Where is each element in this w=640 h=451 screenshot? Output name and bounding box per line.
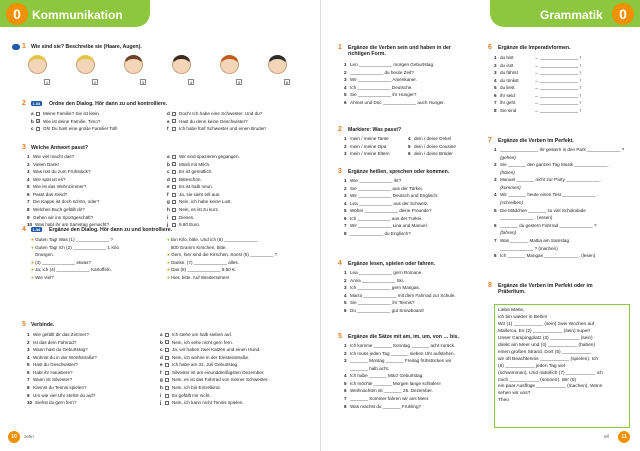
speech-icon bbox=[12, 44, 20, 50]
answer-box[interactable] bbox=[172, 216, 176, 220]
ex5-instruction: Verbinde. bbox=[31, 322, 55, 328]
g7-list: 1 _______________ ihr gestern in den Park _____________ ? (gehen) 2 Sie _______ den ganzen Tag Musik _____________ . (hören) 3 Manuel _______ nicht zur Party _____________ . (kommen) 4 Wir _______ heute einen Test _____________ . (schreiben) 5 Die Mädchen _______ zu viel Schokolade _____________ . (essen) 6 _______ du gestern Fahrrad _____________ ? (fahren) 7 Was _______ Mattia am Samstag _____________ ? (machen) 8 Ich _______ Mangas _____________ . (lesen) bbox=[494, 146, 625, 259]
answer-box[interactable] bbox=[165, 386, 169, 390]
g4-number: 4 bbox=[338, 260, 342, 267]
answer-box[interactable] bbox=[36, 112, 40, 116]
g8-instruction: Ergänze die Verben im Perfekt oder im Präteritum. bbox=[498, 283, 593, 296]
ex5-number: 5 bbox=[22, 321, 26, 328]
answer-box[interactable] bbox=[172, 185, 176, 189]
g2-left: 1 mein / meine Tante 2 mein / meine Opa 3 mein / meine Eltern bbox=[344, 135, 390, 157]
ex4-right-dialog: ● Ein Kilo, bitte. Und ich (5) _____________ 500 Gramm Kirschen, bitte. ● Gern, hier sind die Kirschen. Sonst (6) _________ ? ● Danke, (7) _____________ alles. ● Das (8) _____________ 8,50 €. ● Hier, bitte. Auf Wiedersehen! bbox=[167, 236, 278, 280]
ex2-number: 2 bbox=[22, 100, 26, 107]
person-6-face-icon bbox=[268, 55, 287, 74]
person-2-face-icon bbox=[76, 55, 95, 74]
page-gutter bbox=[320, 0, 321, 451]
g6-number: 6 bbox=[488, 44, 492, 51]
ex5-questions: 1 Wie gefällt dir das Zimmer? 2 Ist das dein Fahrrad? 3 Wann hast du Geburtstag? 4 Wohnst du in der Wörthstraße? 5 Hast du Geschwister? 6 Habt ihr Haustiere? 7 Wann ist Silvester? 8 Kannst du Tennis spielen? 9 Um wie viel Uhr stehst du auf? 10 Siehst du gern fern? bbox=[27, 331, 97, 406]
ex3-answers: a Wir sind spazieren gegangen. b Müsli mit Milch. c Es ist gemütlich. d Bitteschön. e Es ist halb neun. f Ja, sie sieht toll aus. g Nein, ich habe keine Lust. h Nein, es ist zu kurz. i Dieses. j 9,80 Euro. bbox=[167, 153, 240, 228]
right-unit-badge: 0 bbox=[612, 3, 634, 25]
g8-number: 8 bbox=[488, 282, 492, 289]
face-number: 2 bbox=[93, 80, 97, 85]
ex2-right-list: d Doch! Ich habe eine Schwester. Und du? e Hast du denn keine Geschwister? f Ich habe fünf Schwester und einen Bruder! bbox=[167, 110, 267, 132]
answer-box[interactable] bbox=[172, 155, 176, 159]
cd-track: 1.04 bbox=[32, 227, 41, 232]
g8-letter-box: Liebe Marie, ich bin wieder in Berlin! Wir (1) ___________ (sein) zwei Wochen auf Mallorca. Es (2) ___________ (sein) super! Unser Campingplatz (3) ___________ (sein) direkt am Meer und (4) ___________ (haben) einen großen Strand. Dort (5) ___________ wir oft Beachtennis ___________ (spielen). Ich (6) ___________ jeden Tag viel (schwimmen). Und natürlich (7) ___________ ich mich ___________ (sonnen). Wir (8) ein paar Ausflüge ___________ (machen). Wann sehen wir uns? Theo bbox=[494, 304, 630, 428]
left-page-title: Kommunikation bbox=[32, 8, 123, 22]
person-3-face-icon bbox=[124, 55, 143, 74]
g6-instruction: Ergänze die Imperativformen. bbox=[498, 45, 571, 51]
answer-box[interactable] bbox=[172, 162, 176, 166]
g5-instruction: Ergänze die Sätze mit am, im, um, von … bis. bbox=[348, 334, 459, 340]
ex1-instruction: Wie sind sie? Beschreibe sie (Haare, Augen). bbox=[31, 44, 142, 50]
answer-box[interactable] bbox=[165, 348, 169, 352]
g7-instruction: Ergänze die Verben im Perfekt. bbox=[498, 138, 574, 144]
answer-box[interactable] bbox=[172, 112, 176, 116]
ex2-instruction: Ordne den Dialog. Hör dann zu und kontrolliere. bbox=[49, 101, 168, 107]
answer-box[interactable] bbox=[165, 356, 169, 360]
g2-right: 4 dein / deine Onkel 5 dein / deine Cousine 6 dein / deine Brüder bbox=[408, 135, 456, 157]
audio-track-badge bbox=[31, 101, 42, 107]
audio-track-badge bbox=[31, 227, 42, 233]
answer-box[interactable] bbox=[172, 208, 176, 212]
cd-track: 1.03 bbox=[32, 101, 41, 106]
g2-instruction: Markiere: Was passt? bbox=[348, 127, 402, 133]
g5-number: 5 bbox=[338, 333, 342, 340]
right-page-number: 11 bbox=[618, 431, 630, 443]
person-4-face-icon bbox=[172, 55, 191, 74]
ex3-questions: 1 Wie viel macht das? 2 Vielen Dank! 3 Was isst du zum Frühstück? 4 Wie spät ist es? 5 Wie ist das Wohnzimmer? 6 Passt das Kleid? 7 Die Kappe ist doch schön, oder? 8 Welches Buch gefällt dir? 9 Gehen wir ins Sportgeschäft? 10 Was habt ihr am Samstag gemacht? bbox=[27, 153, 110, 228]
answer-box[interactable] bbox=[165, 340, 169, 344]
g4-list: 1 Lea _____________ gern Romane. 2 Anna _____________ Ski. 3 Ich _____________ gern Mangas. 4 Marra _____________ mit dem Fahrrad zur Schule. 5 Sie _____________ ihr Tennis? 6 Du _____________ gut Snowboard! bbox=[344, 269, 456, 313]
g3-number: 3 bbox=[338, 168, 342, 175]
g6-list: 1 du bist → _______________ ! 2 du isst → _______________ ! 3 du fährst → _______________ ! 4 du trinkst → _______________ ! 5 du liest → _______________ ! 6 ihr seid → _______________ ! 7 ihr geht → _______________ ! 8 Sie sind → _______________ ! bbox=[494, 54, 581, 114]
ex2-left-list: a Meine Familie? Sie ist klein. b 1 Wie ist deine Familie, Timo? c Oh! Du hast eine große Familie! Toll! bbox=[31, 110, 118, 132]
g3-instruction: Ergänze heißen, sprechen oder kommen. bbox=[348, 169, 450, 175]
answer-box[interactable] bbox=[172, 170, 176, 174]
right-page-word: elf bbox=[604, 434, 609, 439]
ex3-number: 3 bbox=[22, 144, 26, 151]
left-page-number: 10 bbox=[8, 431, 20, 443]
answer-box[interactable] bbox=[172, 223, 176, 227]
answer-box[interactable] bbox=[36, 127, 40, 131]
face-number: 4 bbox=[189, 80, 193, 85]
answer-box[interactable] bbox=[165, 394, 169, 398]
face-number: 6 bbox=[285, 80, 289, 85]
left-page-word: zehn bbox=[24, 434, 34, 439]
face-number: 3 bbox=[141, 80, 145, 85]
ex4-number: 4 bbox=[22, 226, 26, 233]
ex1-number: 1 bbox=[22, 43, 26, 50]
g1-number: 1 bbox=[338, 44, 342, 51]
left-unit-badge: 0 bbox=[6, 3, 28, 25]
g2-number: 2 bbox=[338, 126, 342, 133]
face-number: 1 bbox=[45, 80, 49, 85]
answer-box[interactable]: 1 bbox=[37, 119, 39, 124]
right-page-title: Grammatik bbox=[540, 8, 603, 22]
g7-number: 7 bbox=[488, 137, 492, 144]
answer-box[interactable] bbox=[172, 127, 176, 131]
answer-box[interactable] bbox=[165, 401, 169, 405]
ex1-faces-row bbox=[28, 55, 298, 91]
answer-box[interactable] bbox=[172, 193, 176, 197]
g5-list: 1 Ich komme _______ Sonntag _______ acht zurück. 2 Ich muss jeden Tag _______ sieben Uhr aufstehen. 3 _______ Montag _______ Freitag frühstücken wir _______ halb acht. 4 Ich habe _______ März Geburtstag. 5 Ich möchte _______ Morgen lange schlafen! 6 Weihnachten ist _______ 25. Dezember. 7 _______ Sommer fahren wir ans Meer. 8 Was machst du _______ Frühling? bbox=[344, 342, 456, 409]
answer-box[interactable] bbox=[172, 200, 176, 204]
answer-box[interactable] bbox=[165, 371, 169, 375]
face-number: 5 bbox=[237, 80, 241, 85]
g1-list: 1 Leo _____________ morgen Geburtstag. 2 _____________ du heute Zeit? 3 Wir _____________ Amerikaner. 4 Ich _____________ Deutsche. 5 Sie _____________ ihr Hunger? 6 Ahmet und Doc _____________ auch Hunger. bbox=[344, 61, 445, 105]
answer-box[interactable] bbox=[172, 178, 176, 182]
answer-box[interactable] bbox=[165, 363, 169, 367]
ex4-instruction: Ergänze den Dialog. Hör dann zu und kontrolliere. bbox=[49, 227, 173, 233]
answer-box[interactable] bbox=[165, 333, 169, 337]
person-1-face-icon bbox=[28, 55, 47, 74]
ex3-instruction: Welche Antwort passt? bbox=[31, 145, 89, 151]
g4-instruction: Ergänze lesen, spielen oder fahren. bbox=[348, 261, 436, 267]
g3-list: 1 Wie _____________ ihr? 2 Sie _____________ aus der Türkei. 3 Wir _____________ Deutsch und Englisch. 4 Lea _____________ aus der Schweiz. 5 Woher _____________ deine Freunde? 6 Ich _____________ aus der Türkei. 7 Wir _____________ Lina und Manuel. 8 _____________ du Englisch? bbox=[344, 177, 439, 237]
g1-instruction: Ergänze die Verben sein und haben in der richtigen Form. bbox=[348, 45, 451, 58]
ex5-answers: a Ich stehe um halb sieben auf. b Nein, ich sehe nicht gern fern. c Ja, wir haben zwei Katzen und einen Hund. d Nein, ich wohne in der Einsteinstraße. e Ich habe am 31. Juli Geburtstag. f Silvester ist am einunddreißigsten Dezember. g Nein, es ist das Fahrrad von meiner Schwester. h Nein, ich bin Einzelkind. i Es gefällt mir nicht. j Nein, ich kann nicht Tennis spielen. bbox=[160, 331, 269, 406]
answer-box[interactable] bbox=[165, 378, 169, 382]
person-5-face-icon bbox=[220, 55, 239, 74]
ex4-left-dialog: ● Guten Tag! Was (1) _____________ ? ● Guten Tag! Ich (2) _____________ 1 Kilo Orangen. ● (3) _____________ etwas? ● Ja, ich (4) _____________ Kartoffeln. ● Wie viel? bbox=[31, 236, 120, 280]
answer-box[interactable] bbox=[172, 119, 176, 123]
